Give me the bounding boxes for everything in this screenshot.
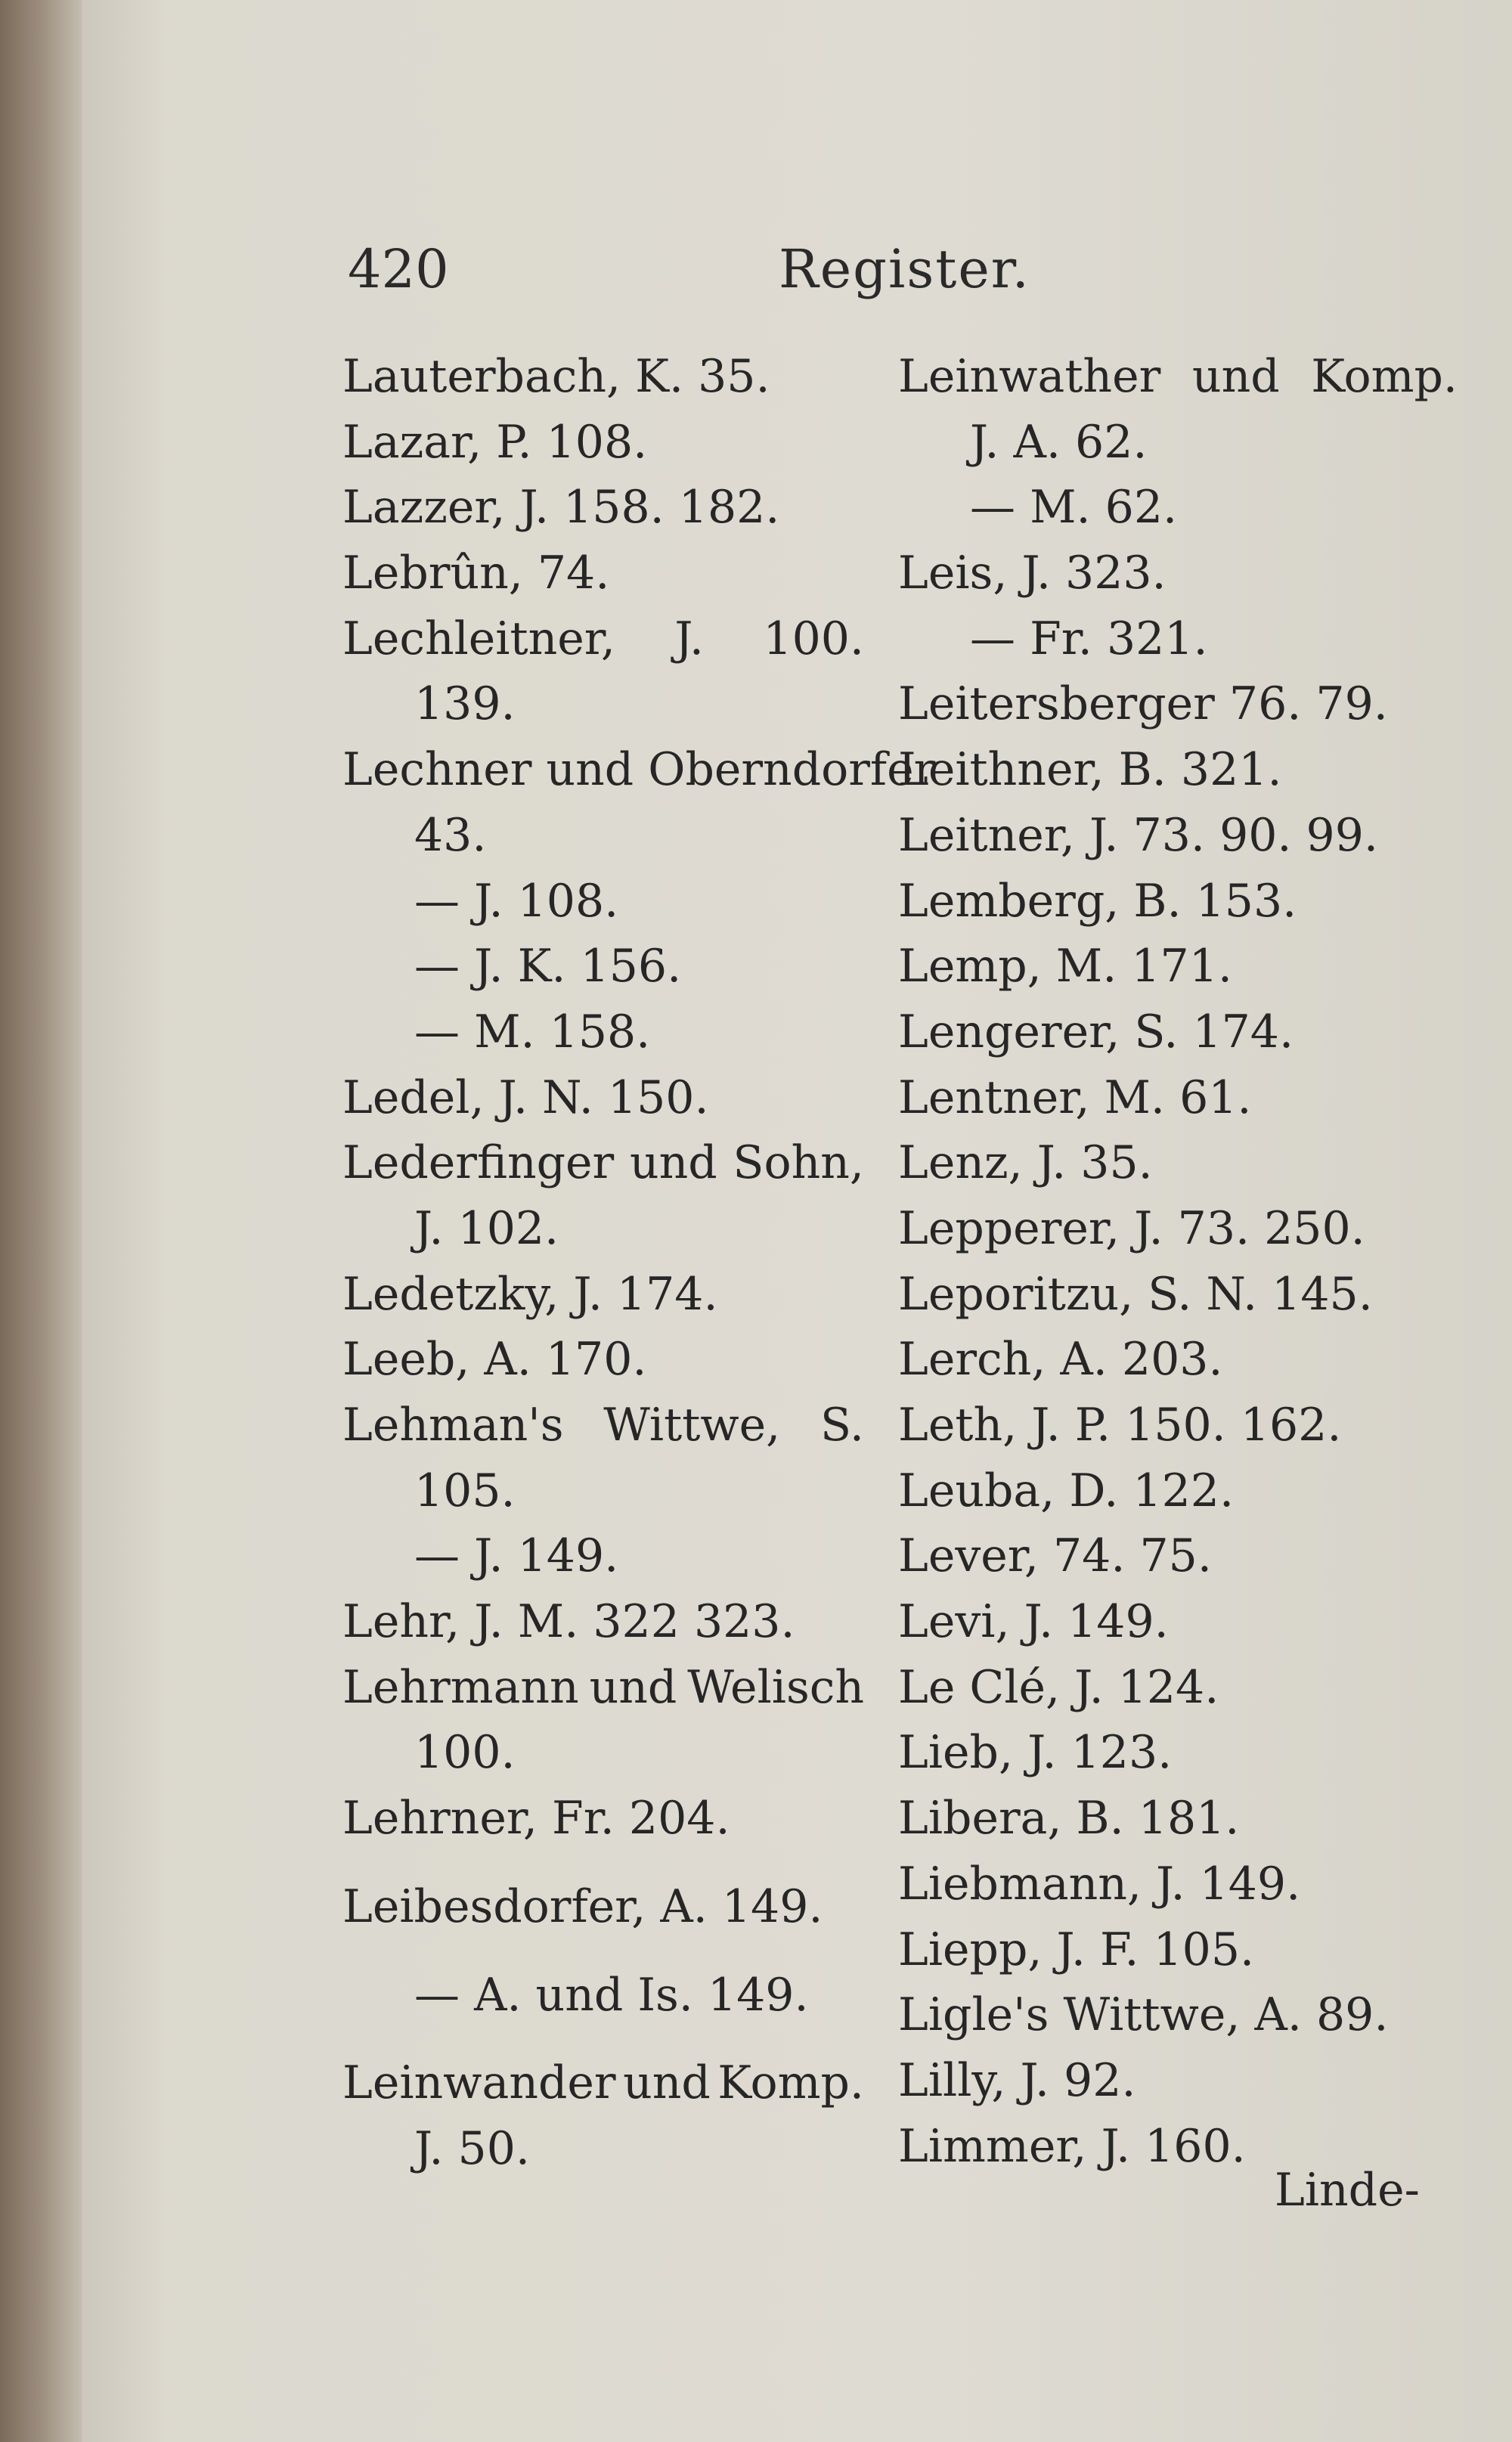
index-entry [342, 1393, 864, 1458]
index-entry: Le Clé, J. 124. [898, 1660, 1219, 1714]
index-entry: Lenz, J. 35. [898, 1136, 1153, 1190]
index-entry-word: Leinwather [898, 350, 1161, 403]
index-entry [342, 2050, 864, 2116]
index-entry: Lechner und Oberndorfer [342, 743, 936, 797]
index-entry: Libera, B. 181. [898, 1792, 1240, 1845]
index-entry: J. 50. [414, 2121, 530, 2175]
index-entry: Leporitzu, S. N. 145. [898, 1267, 1373, 1321]
index-entry: Lehr, J. M. 322 323. [342, 1595, 795, 1649]
index-entry: — M. 158. [414, 1005, 651, 1058]
line-spacer [342, 1940, 864, 1963]
index-entry-word: Lehman's [342, 1399, 564, 1452]
index-entry: Lebrûn, 74. [342, 547, 610, 600]
index-entry: — M. 62. [970, 481, 1178, 535]
running-title: Register. [779, 238, 1030, 300]
index-entry: 105. [414, 1464, 516, 1517]
index-entry: Lever, 74. 75. [898, 1529, 1212, 1583]
index-entry-word: Lechleitner, [342, 612, 615, 665]
index-entry: Levi, J. 149. [898, 1595, 1169, 1649]
index-entry: Leuba, D. 122. [898, 1464, 1235, 1517]
index-entry: — J. K. 156. [414, 940, 682, 993]
index-entry: — J. 108. [414, 874, 619, 928]
index-entry-word: Leinwander [342, 2056, 616, 2110]
index-entry: Limmer, J. 160. [898, 2119, 1246, 2173]
index-entry: 100. [414, 1726, 516, 1780]
index-entry: Ledel, J. N. 150. [342, 1071, 709, 1124]
page-number: 420 [348, 238, 449, 300]
index-entry-word: Sohn, [733, 1136, 864, 1190]
index-entry-word: Lehrmann [342, 1660, 579, 1714]
index-entry-word: und [623, 2056, 711, 2110]
index-entry: Liebmann, J. 149. [898, 1857, 1301, 1911]
index-entry: Lengerer, S. 174. [898, 1005, 1294, 1058]
index-entry-word: Welisch [687, 1660, 864, 1714]
index-entry-word: Lederfinger [342, 1136, 615, 1190]
index-entry: Lemberg, B. 153. [898, 874, 1297, 928]
index-entry: J. 102. [414, 1201, 559, 1255]
index-entry: Lieb, J. 123. [898, 1726, 1173, 1780]
index-entry-word: und [629, 1136, 717, 1190]
index-entry: Leibesdorfer, A. 149. [342, 1880, 823, 1933]
index-entry [342, 1130, 864, 1196]
index-entry-word: und [1191, 350, 1280, 403]
index-entry: Leis, J. 323. [898, 547, 1167, 600]
index-entry: Lazar, P. 108. [342, 415, 648, 469]
index-entry-word: 100. [763, 612, 864, 665]
index-entry: Lehrner, Fr. 204. [342, 1792, 730, 1845]
catchword: Linde- [1275, 2164, 1420, 2217]
index-entry: Lauterbach, K. 35. [342, 350, 770, 403]
index-entry: Leeb, A. 170. [342, 1333, 647, 1387]
page-header [348, 238, 1459, 314]
index-entry: Lentner, M. 61. [898, 1071, 1252, 1124]
index-entry-word: Wittwe, [603, 1399, 781, 1452]
index-entry: Liepp, J. F. 105. [898, 1923, 1255, 1976]
index-entry-word: und [589, 1660, 677, 1714]
index-entry: Lilly, J. 92. [898, 2053, 1136, 2107]
index-entry: Lerch, A. 203. [898, 1333, 1223, 1387]
index-entry: Ligle's Wittwe, A. 89. [898, 1988, 1389, 2042]
index-entry: — A. und Is. 149. [414, 1968, 809, 2022]
index-entry-word: S. [820, 1399, 864, 1452]
index-entry [898, 344, 1458, 410]
index-entry: Lepperer, J. 73. 250. [898, 1201, 1365, 1255]
index-entry: — J. 149. [414, 1529, 619, 1583]
line-spacer [342, 2028, 864, 2050]
index-entry: Leitersberger 76. 79. [898, 677, 1388, 731]
index-entry-word: J. [674, 612, 704, 665]
index-entry: Lemp, M. 171. [898, 940, 1232, 993]
index-column-left [342, 344, 936, 2196]
line-spacer [342, 1852, 864, 1874]
index-entry: Leth, J. P. 150. 162. [898, 1399, 1342, 1452]
page-gutter-edge [0, 0, 82, 2442]
index-entry: Lazzer, J. 158. 182. [342, 481, 780, 535]
index-entry: 139. [414, 677, 516, 731]
index-entry [342, 1655, 864, 1721]
index-entry: Ledetzky, J. 174. [342, 1267, 718, 1321]
index-entry: Leithner, B. 321. [898, 743, 1282, 797]
index-entry-word: Komp. [717, 2056, 864, 2110]
index-entry [342, 606, 864, 672]
index-entry: J. A. 62. [970, 415, 1148, 469]
index-entry: 43. [414, 808, 487, 862]
index-entry: — Fr. 321. [970, 612, 1208, 665]
index-column-right [898, 344, 1458, 2196]
index-entry: Leitner, J. 73. 90. 99. [898, 808, 1378, 862]
index-entry-word: Komp. [1311, 350, 1458, 403]
